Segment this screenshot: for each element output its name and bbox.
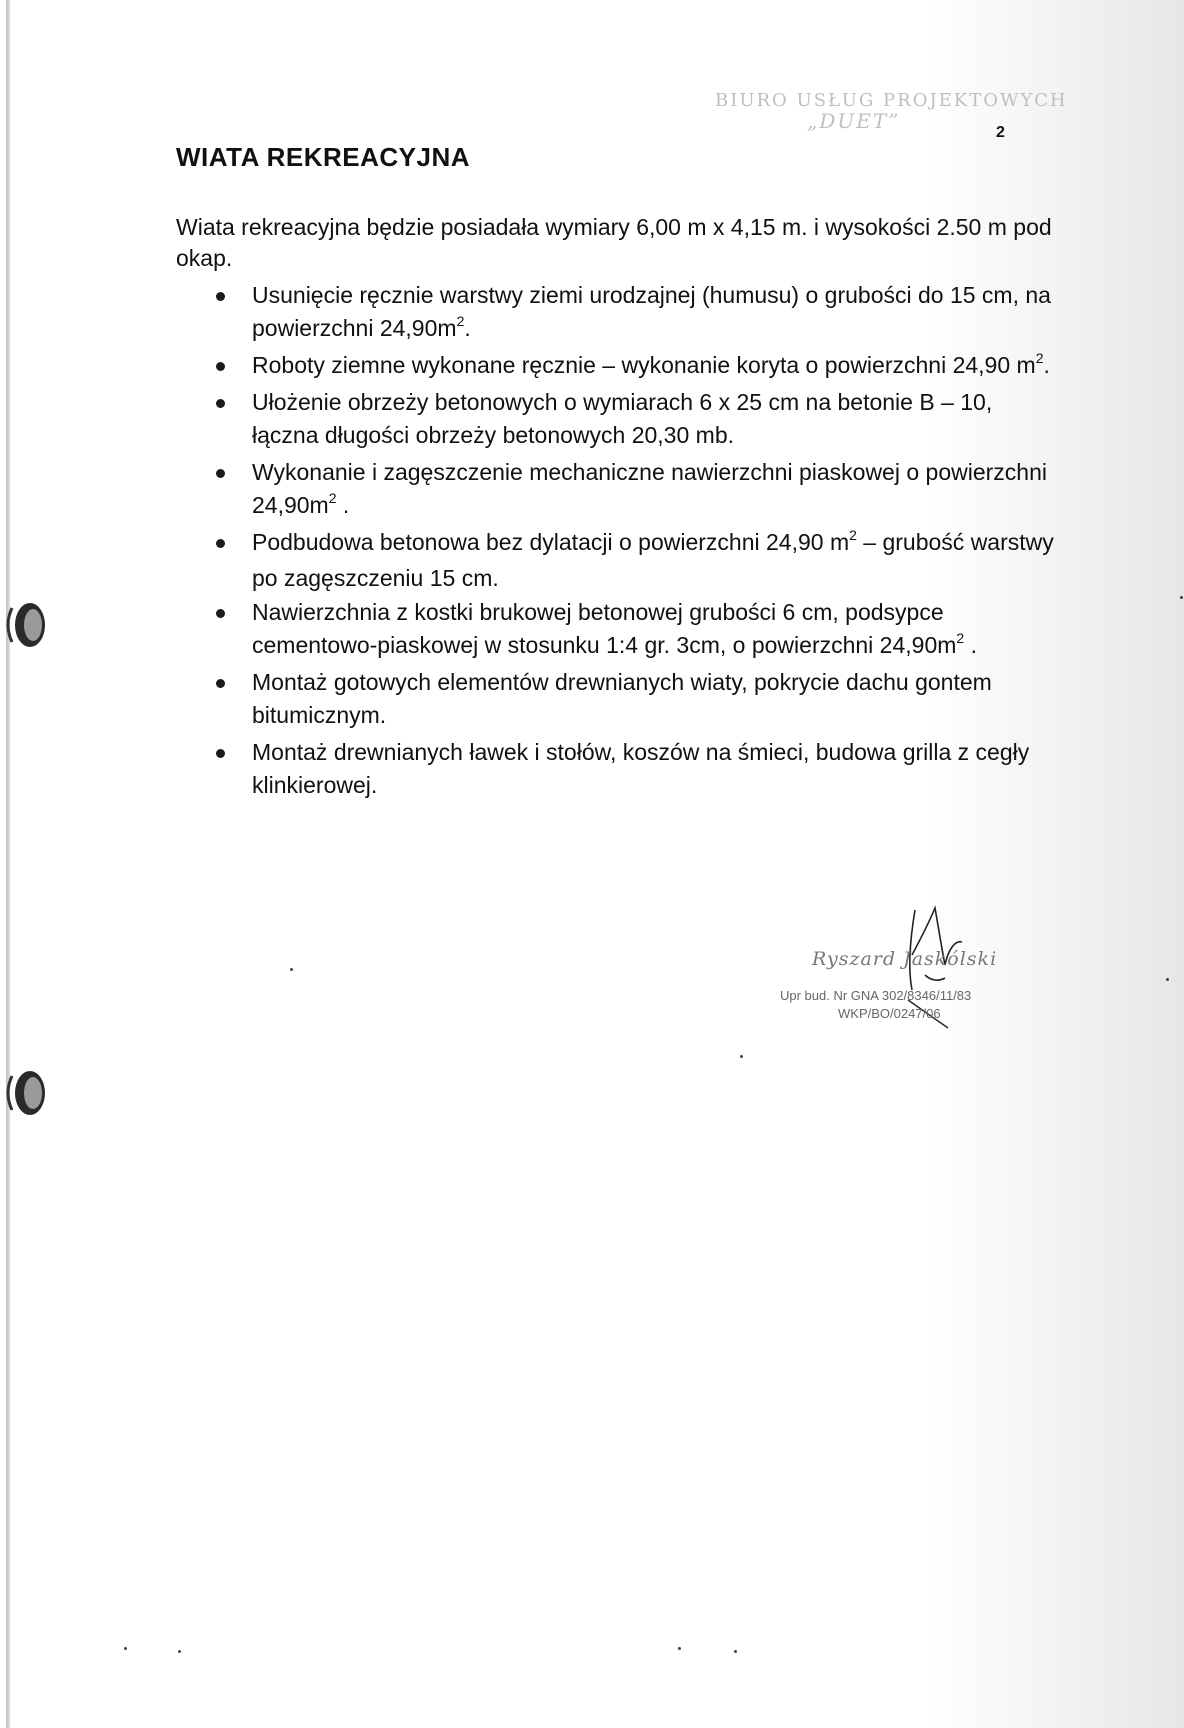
- bullet-dot-icon: [216, 679, 225, 688]
- work-item: [214, 456, 1054, 525]
- work-item-tail: .: [464, 315, 471, 341]
- work-item: [214, 386, 1054, 455]
- work-item-superscript: 2: [849, 527, 857, 543]
- bullet-dot-icon: [216, 399, 225, 408]
- scan-speck: [678, 1647, 681, 1650]
- signature-seal: [780, 880, 1080, 1030]
- scan-speck: [1166, 978, 1169, 981]
- building-license-number: Upr bud. Nr GNA 302/8346/11/83: [780, 988, 972, 1003]
- page-number: 2: [996, 124, 1005, 141]
- intro-paragraph: Wiata rekreacyjna będzie posiadała wymiary 6,00 m x 4,15 m. i wysokości 2.50 m pod okap.: [176, 214, 1052, 271]
- work-item-superscript: 2: [456, 313, 465, 329]
- stamp-company-brand: „DUET”: [807, 109, 901, 133]
- work-item-superscript: 2: [328, 490, 337, 506]
- work-item: [214, 279, 1054, 348]
- work-item-superscript: 2: [956, 630, 965, 646]
- scan-speck: [740, 1055, 743, 1058]
- bullet-dot-icon: [216, 469, 225, 478]
- work-item-text: Podbudowa betonowa bez dylatacji o powierzchni 24,90 m: [252, 529, 850, 555]
- scan-speck: [734, 1650, 737, 1653]
- work-item-tail: .: [964, 632, 977, 658]
- work-item-text: Montaż drewnianych ławek i stołów, koszów na śmieci, budowa grilla z cegły klinkierowej.: [252, 739, 1030, 798]
- work-item-text: Montaż gotowych elementów drewnianych wiaty, pokrycie dachu gontem bitumicznym.: [252, 669, 992, 728]
- work-item-text: Roboty ziemne wykonane ręcznie – wykonanie koryta o powierzchni 24,90 m: [252, 352, 1036, 378]
- signatory-name: Ryszard Jaskólski: [812, 948, 998, 970]
- registration-number: WKP/BO/0247/06: [838, 1006, 941, 1021]
- work-item-text: Nawierzchnia z kostki brukowej betonowej grubości 6 cm, podsypce cementowo-piaskowej w stosunku 1:4 gr. 3cm, o powierzchni 24,90m: [252, 599, 957, 658]
- work-item-text: Wykonanie i zagęszczenie mechaniczne nawierzchni piaskowej o powierzchni 24,90m: [252, 459, 1047, 518]
- bullet-dot-icon: [216, 362, 225, 371]
- work-item: [214, 666, 1054, 735]
- scan-speck: [124, 1647, 127, 1650]
- work-item-superscript: 2: [1035, 350, 1044, 366]
- bullet-dot-icon: [216, 292, 225, 301]
- work-items-list: [214, 279, 1054, 806]
- work-item-text: Usunięcie ręcznie warstwy ziemi urodzajnej (humusu) o grubości do 15 cm, na powierzchni 24,90m: [252, 282, 1051, 341]
- work-item-tail: – grubość warstwy po zagęszczeniu 15 cm.: [252, 529, 1054, 591]
- work-item: [214, 596, 1054, 665]
- work-item: [214, 736, 1054, 805]
- work-item-tail: .: [1043, 352, 1050, 378]
- stamp-company-name: BIURO USŁUG PROJEKTOWYCH: [715, 90, 1068, 111]
- bullet-dot-icon: [216, 539, 225, 548]
- scan-speck: [290, 968, 293, 971]
- document-title: WIATA REKREACYJNA: [176, 142, 471, 172]
- work-item-text: Ułożenie obrzeży betonowych o wymiarach 6 x 25 cm na betonie B – 10, łączna długości obrzeży betonowych 20,30 mb.: [252, 389, 993, 448]
- work-item: [214, 526, 1054, 595]
- scan-speck: [1180, 596, 1183, 599]
- binding-hole-bottom: [4, 1068, 46, 1118]
- work-item-tail: .: [336, 492, 350, 518]
- bullet-dot-icon: [216, 609, 225, 618]
- binding-hole-top: [4, 600, 46, 650]
- scan-speck: [178, 1650, 181, 1653]
- bullet-dot-icon: [216, 749, 225, 758]
- binding-edge: [6, 0, 10, 1728]
- work-item: [214, 349, 1054, 385]
